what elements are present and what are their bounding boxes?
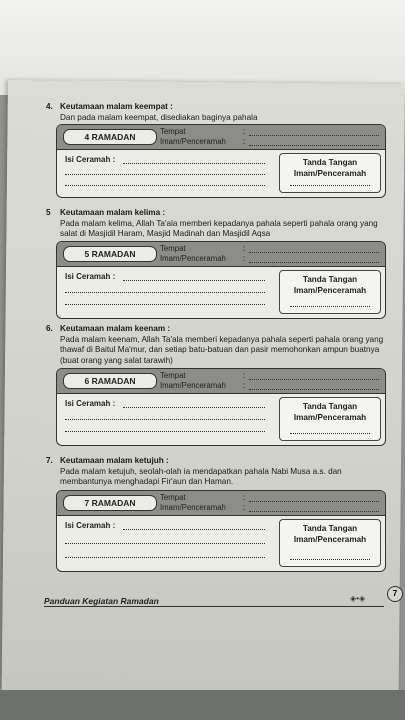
dotted-line bbox=[65, 419, 265, 420]
imam-label: Imam/Penceramah bbox=[160, 503, 226, 512]
signature-box[interactable] bbox=[279, 153, 381, 193]
signature-line bbox=[290, 559, 370, 560]
tempat-label: Tempat bbox=[160, 493, 186, 502]
tempat-field[interactable] bbox=[249, 379, 379, 380]
day-label: 4 RAMADAN bbox=[63, 129, 157, 145]
colon: : bbox=[243, 127, 246, 136]
isi-ceramah-label: Isi Ceramah : bbox=[65, 521, 116, 530]
imam-label: Imam/Penceramah bbox=[160, 381, 226, 390]
section-4 bbox=[46, 102, 391, 123]
colon: : bbox=[243, 254, 246, 263]
day-label: 5 RAMADAN bbox=[63, 246, 157, 262]
section-description: Pada malam ketujuh, seolah-olah ia mendapatkan pahala Nabi Musa a.s. dan membantunya menghadapi Fir'aun dan Haman. bbox=[60, 466, 342, 486]
section-description: Pada malam keenam, Allah Ta'ala memberi kepadanya pahala seperti pahala orang yang thawaf di Baitul Ma'mur, dan setiap batu-batuan dan pasir memohonkan ampun buatnya (buat orang yang salat tarawih) bbox=[60, 334, 384, 365]
report-card-4 bbox=[56, 124, 386, 198]
dotted-line bbox=[65, 185, 265, 186]
colon: : bbox=[243, 493, 246, 502]
colon: : bbox=[243, 137, 246, 146]
section-heading: Keutamaan malam kelima : bbox=[60, 208, 166, 217]
signature-label: Tanda Tangan Imam/Penceramah bbox=[293, 402, 367, 422]
dotted-line bbox=[123, 163, 265, 164]
tempat-field[interactable] bbox=[249, 135, 379, 136]
signature-box[interactable] bbox=[279, 519, 381, 567]
imam-label: Imam/Penceramah bbox=[160, 137, 226, 146]
dotted-line bbox=[123, 529, 265, 530]
tempat-field[interactable] bbox=[249, 501, 379, 502]
dotted-line bbox=[65, 292, 265, 293]
isi-ceramah-area[interactable] bbox=[61, 519, 269, 567]
signature-box[interactable] bbox=[279, 397, 381, 441]
section-6 bbox=[46, 324, 391, 366]
dotted-line bbox=[65, 557, 265, 558]
tempat-label: Tempat bbox=[160, 244, 186, 253]
signature-label: Tanda Tangan Imam/Penceramah bbox=[293, 524, 367, 544]
ornament-icon: ◈•◈ bbox=[350, 594, 366, 603]
imam-field[interactable] bbox=[249, 511, 379, 512]
isi-ceramah-label: Isi Ceramah : bbox=[65, 272, 116, 281]
section-heading: Keutamaan malam ketujuh : bbox=[60, 456, 169, 465]
section-number: 6. bbox=[46, 324, 53, 333]
signature-line bbox=[290, 306, 370, 307]
section-description: Dan pada malam keempat, disediakan baginya pahala bbox=[60, 112, 258, 122]
dotted-line bbox=[123, 407, 265, 408]
dotted-line bbox=[65, 174, 265, 175]
signature-label: Tanda Tangan Imam/Penceramah bbox=[293, 158, 367, 178]
day-label: 7 RAMADAN bbox=[63, 495, 157, 511]
dotted-line bbox=[65, 304, 265, 305]
imam-label: Imam/Penceramah bbox=[160, 254, 226, 263]
colon: : bbox=[243, 371, 246, 380]
section-number: 4. bbox=[46, 102, 53, 111]
signature-box[interactable] bbox=[279, 270, 381, 314]
section-heading: Keutamaan malam keenam : bbox=[60, 324, 171, 333]
tempat-field[interactable] bbox=[249, 252, 379, 253]
section-5 bbox=[46, 208, 391, 240]
signature-label: Tanda Tangan Imam/Penceramah bbox=[293, 275, 367, 295]
section-description: Pada malam kelima, Allah Ta'ala memberi kepadanya pahala seperti pahala orang yang salat di Masjidil Haram, Masjid Madinah dan Masjidil Aqsa bbox=[60, 218, 378, 238]
section-7 bbox=[46, 456, 391, 488]
isi-ceramah-area[interactable] bbox=[61, 153, 269, 193]
isi-ceramah-area[interactable] bbox=[61, 397, 269, 441]
colon: : bbox=[243, 503, 246, 512]
footer-rule bbox=[44, 606, 384, 607]
section-heading: Keutamaan malam keempat : bbox=[60, 102, 173, 111]
isi-ceramah-label: Isi Ceramah : bbox=[65, 399, 116, 408]
imam-field[interactable] bbox=[249, 389, 379, 390]
dotted-line bbox=[65, 431, 265, 432]
imam-field[interactable] bbox=[249, 145, 379, 146]
imam-field[interactable] bbox=[249, 262, 379, 263]
signature-line bbox=[290, 433, 370, 434]
signature-line bbox=[290, 185, 370, 186]
isi-ceramah-label: Isi Ceramah : bbox=[65, 155, 116, 164]
tempat-label: Tempat bbox=[160, 371, 186, 380]
page-number: 7 bbox=[387, 586, 403, 602]
table-surface bbox=[0, 690, 405, 720]
report-card-6 bbox=[56, 368, 386, 446]
dotted-line bbox=[65, 543, 265, 544]
report-card-5 bbox=[56, 241, 386, 319]
tempat-label: Tempat bbox=[160, 127, 186, 136]
report-card-7 bbox=[56, 490, 386, 572]
dotted-line bbox=[123, 280, 265, 281]
section-number: 7. bbox=[46, 456, 53, 465]
section-number: 5 bbox=[46, 208, 51, 217]
day-label: 6 RAMADAN bbox=[63, 373, 157, 389]
isi-ceramah-area[interactable] bbox=[61, 270, 269, 314]
colon: : bbox=[243, 381, 246, 390]
colon: : bbox=[243, 244, 246, 253]
footer-title: Panduan Kegiatan Ramadan bbox=[44, 596, 159, 606]
